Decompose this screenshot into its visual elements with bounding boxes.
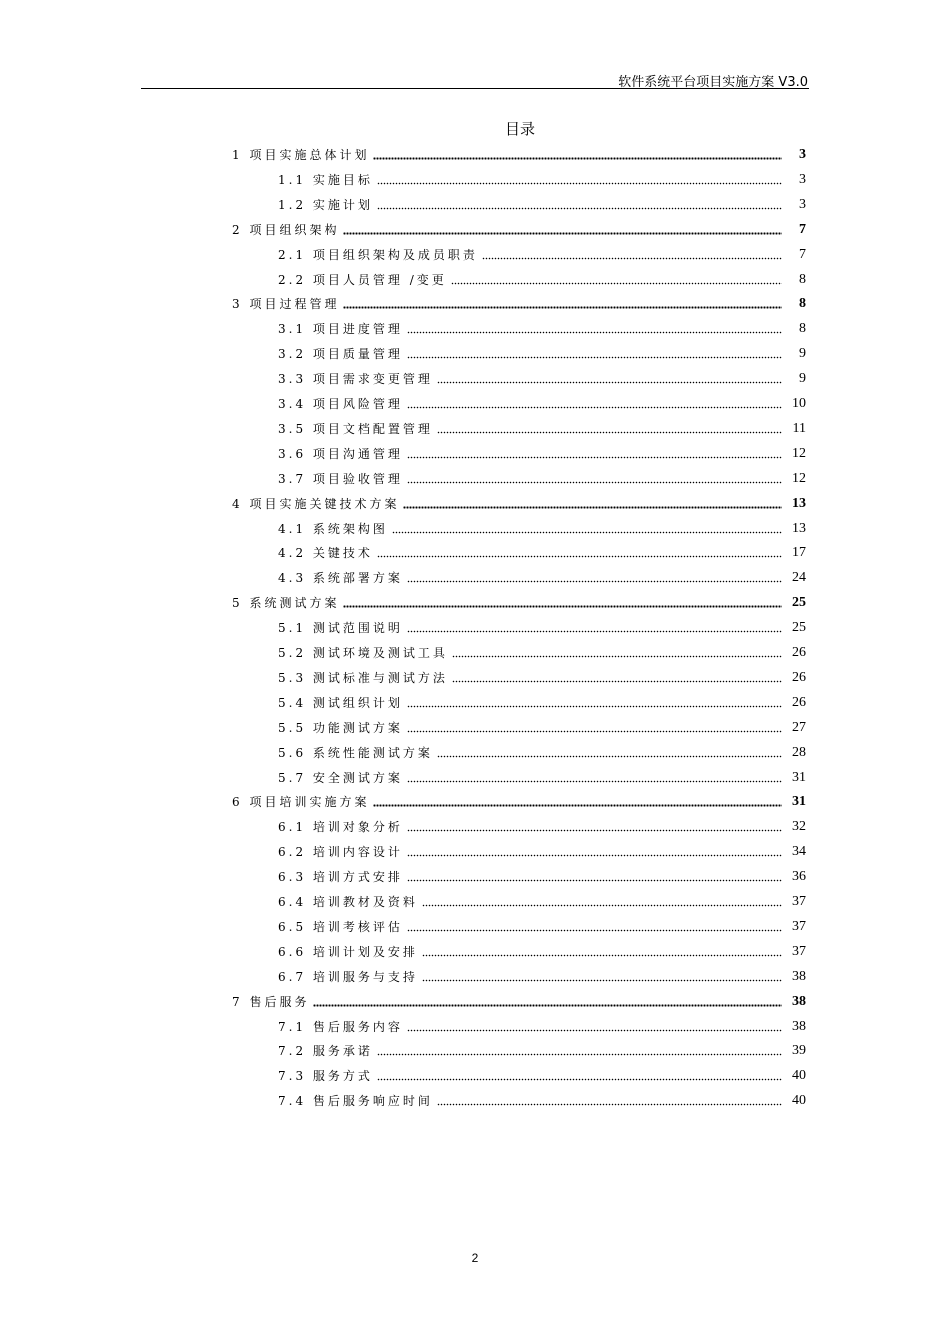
toc-entry[interactable]	[278, 392, 806, 412]
toc-entry-label: 7.4 售后服务响应时间	[278, 1094, 433, 1109]
toc-entry-page: 3	[799, 196, 806, 212]
toc-entry-label: 7.2 服务承诺	[278, 1044, 373, 1059]
toc-entry[interactable]	[278, 417, 806, 437]
toc-entry-page: 7	[799, 246, 806, 262]
toc-entry-label: 3.7 项目验收管理	[278, 471, 403, 486]
toc-entry-label: 3.1 项目进度管理	[278, 322, 403, 337]
toc-entry[interactable]	[278, 691, 806, 711]
toc-leader-dots	[313, 995, 782, 1007]
toc-entry-label: 6 项目培训实施方案	[232, 795, 370, 810]
toc-leader-dots	[407, 920, 782, 932]
toc-entry[interactable]	[232, 790, 806, 810]
toc-entry-page: 26	[792, 645, 806, 660]
toc-leader-dots	[343, 596, 782, 608]
toc-leader-dots	[437, 1094, 782, 1106]
toc-leader-dots	[437, 746, 782, 758]
toc-entry-label: 6.1 培训对象分析	[278, 820, 403, 835]
toc-entry[interactable]	[278, 268, 806, 288]
toc-leader-dots	[437, 422, 782, 434]
toc-entry-page: 37	[792, 943, 806, 959]
toc-entry-label: 5.6 系统性能测试方案	[278, 745, 433, 760]
toc-entry-page: 24	[792, 570, 806, 586]
toc-entry-page: 38	[792, 968, 806, 984]
toc-entry-label: 6.6 培训计划及安排	[278, 944, 418, 959]
toc-title: 目录	[504, 120, 535, 138]
toc-leader-dots	[343, 223, 782, 235]
toc-leader-dots	[407, 621, 782, 633]
toc-entry[interactable]	[278, 541, 806, 561]
toc-entry[interactable]	[278, 890, 806, 910]
toc-entry[interactable]	[278, 641, 806, 661]
toc-entry[interactable]	[278, 243, 806, 263]
toc-leader-dots	[373, 795, 782, 807]
toc-entry[interactable]	[278, 442, 806, 462]
toc-leader-dots	[407, 571, 782, 583]
toc-entry[interactable]	[278, 168, 806, 188]
toc-entry-label: 2.1 项目组织架构及成员职责	[278, 247, 478, 262]
toc-entry-label: 7 售后服务	[232, 994, 310, 1009]
toc-leader-dots	[451, 273, 782, 285]
toc-entry-page: 28	[792, 744, 806, 760]
toc-entry[interactable]	[278, 915, 806, 935]
toc-entry-page: 36	[792, 869, 806, 885]
toc-entry[interactable]	[232, 990, 806, 1010]
toc-entry-label: 4.2 关键技术	[278, 546, 373, 561]
toc-entry-page: 9	[799, 371, 806, 387]
toc-entry-page: 3	[799, 171, 806, 187]
toc-entry-page: 34	[792, 844, 806, 860]
toc-leader-dots	[422, 945, 782, 957]
toc-entry-page: 13	[792, 495, 806, 511]
toc-leader-dots	[407, 447, 782, 459]
toc-entry[interactable]	[278, 517, 806, 537]
toc-entry[interactable]	[232, 218, 806, 238]
toc-entry-page: 8	[799, 321, 806, 337]
toc-leader-dots	[422, 895, 782, 907]
toc-entry[interactable]	[278, 342, 806, 362]
toc-entry[interactable]	[278, 1039, 806, 1059]
toc-entry[interactable]	[278, 367, 806, 387]
toc-leader-dots	[407, 347, 782, 359]
toc-entry-label: 3.6 项目沟通管理	[278, 446, 403, 461]
toc-leader-dots	[373, 148, 782, 160]
toc-entry-page: 26	[792, 669, 806, 685]
toc-leader-dots	[452, 646, 782, 658]
toc-leader-dots	[403, 497, 782, 509]
toc-entry-label: 5.5 功能测试方案	[278, 720, 403, 735]
toc-entry-page: 38	[792, 1018, 806, 1034]
toc-entry[interactable]	[232, 492, 806, 512]
toc-entry[interactable]	[278, 766, 806, 786]
toc-entry[interactable]	[278, 616, 806, 636]
toc-leader-dots	[407, 845, 782, 857]
toc-entry[interactable]	[278, 1089, 806, 1109]
toc-leader-dots	[377, 198, 782, 210]
toc-entry-label: 5.2 测试环境及测试工具	[278, 646, 448, 660]
toc-entry-page: 31	[792, 794, 806, 810]
toc-entry-label: 7.1 售后服务内容	[278, 1019, 403, 1034]
toc-entry[interactable]	[278, 940, 806, 960]
toc-leader-dots	[407, 322, 782, 334]
toc-entry-label: 2.2 项目人员管理 /变更	[278, 272, 447, 287]
toc-entry[interactable]	[278, 666, 806, 686]
toc-entry-page: 26	[792, 694, 806, 710]
toc-leader-dots	[407, 721, 782, 733]
toc-entry-label: 5 系统测试方案	[232, 596, 340, 611]
toc-entry-page: 7	[799, 221, 806, 237]
toc-entry[interactable]	[278, 716, 806, 736]
toc-entry-label: 5.3 测试标准与测试方法	[278, 670, 448, 685]
toc-leader-dots	[452, 671, 782, 683]
toc-entry[interactable]	[278, 566, 806, 586]
toc-leader-dots	[377, 1044, 782, 1056]
toc-leader-dots	[377, 1069, 782, 1081]
page-number: 2	[471, 1251, 479, 1265]
toc-entry-page: 25	[792, 595, 806, 611]
toc-leader-dots	[407, 870, 782, 882]
toc-leader-dots	[392, 522, 782, 534]
toc-entry[interactable]	[278, 1064, 806, 1084]
toc-entry-label: 7.3 服务方式	[278, 1069, 373, 1084]
toc-entry-label: 4.3 系统部署方案	[278, 571, 403, 586]
toc-entry[interactable]	[278, 467, 806, 487]
toc-entry-page: 32	[792, 819, 806, 835]
toc-leader-dots	[407, 771, 782, 783]
toc-leader-dots	[377, 546, 782, 558]
toc-entry-label: 6.3 培训方式安排	[278, 870, 403, 885]
toc-entry-page: 17	[792, 545, 806, 561]
toc-leader-dots	[407, 696, 782, 708]
toc-leader-dots	[407, 1020, 782, 1032]
toc-entry-label: 3.4 项目风险管理	[278, 397, 403, 411]
toc-entry[interactable]	[232, 292, 806, 312]
toc-entry-label: 6.4 培训教材及资料	[278, 895, 418, 909]
toc-entry-page: 31	[792, 769, 806, 785]
toc-entry-label: 5.7 安全测试方案	[278, 770, 403, 785]
toc-leader-dots	[437, 372, 782, 384]
toc-entry-label: 2 项目组织架构	[232, 222, 340, 237]
toc-entry-page: 10	[792, 396, 806, 411]
toc-entry-page: 37	[792, 918, 806, 934]
toc-entry-label: 1.2 实施计划	[278, 197, 373, 212]
toc-entry[interactable]	[232, 143, 806, 163]
toc-entry-page: 13	[792, 520, 806, 536]
toc-entry-label: 1 项目实施总体计划	[232, 148, 370, 162]
toc-entry[interactable]	[232, 591, 806, 611]
toc-entry-page: 39	[792, 1043, 806, 1059]
toc-leader-dots	[422, 970, 782, 982]
toc-leader-dots	[407, 472, 782, 484]
toc-entry-label: 6.2 培训内容设计	[278, 845, 403, 860]
toc-leader-dots	[407, 820, 782, 832]
header-divider	[141, 88, 809, 89]
toc-entry-page: 8	[799, 271, 806, 287]
toc-entry-page: 25	[792, 620, 806, 636]
toc-entry[interactable]	[278, 317, 806, 337]
toc-entry-label: 3.5 项目文档配置管理	[278, 421, 433, 436]
toc-entry-page: 12	[792, 470, 806, 486]
toc-entry[interactable]	[278, 965, 806, 985]
toc-entry-label: 4.1 系统架构图	[278, 521, 388, 536]
toc-entry[interactable]	[278, 741, 806, 761]
toc-entry-label: 3 项目过程管理	[232, 297, 340, 312]
toc-entry[interactable]	[278, 815, 806, 835]
toc-entry-page: 8	[799, 296, 806, 312]
toc-entry-label: 5.1 测试范围说明	[278, 621, 403, 636]
toc-entry-label: 4 项目实施关键技术方案	[232, 496, 400, 511]
toc-entry-page: 38	[792, 993, 806, 1009]
toc-entry-page: 40	[792, 1093, 806, 1109]
toc-entry-page: 12	[792, 445, 806, 461]
toc-entry-label: 3.2 项目质量管理	[278, 347, 403, 362]
toc-entry-page: 27	[792, 719, 806, 735]
document-header-title: 软件系统平台项目实施方案 V3.0	[618, 75, 808, 90]
toc-entry-page: 11	[792, 420, 806, 436]
toc-leader-dots	[407, 397, 782, 409]
toc-entry-label: 3.3 项目需求变更管理	[278, 372, 433, 387]
toc-entry-page: 40	[792, 1068, 806, 1084]
toc-entry-page: 37	[792, 894, 806, 909]
toc-entry[interactable]	[278, 840, 806, 860]
toc-entry[interactable]	[278, 865, 806, 885]
toc-entry-label: 1.1 实施目标	[278, 172, 373, 187]
toc-leader-dots	[482, 248, 782, 260]
toc-entry-page: 9	[799, 346, 806, 362]
toc-entry-label: 6.7 培训服务与支持	[278, 969, 418, 984]
toc-leader-dots	[377, 173, 782, 185]
toc-entry-label: 6.5 培训考核评估	[278, 919, 403, 934]
toc-leader-dots	[343, 297, 782, 309]
toc-entry-page: 3	[799, 147, 806, 162]
toc-entry[interactable]	[278, 193, 806, 213]
toc-entry-label: 5.4 测试组织计划	[278, 695, 403, 710]
toc-entry[interactable]	[278, 1015, 806, 1035]
